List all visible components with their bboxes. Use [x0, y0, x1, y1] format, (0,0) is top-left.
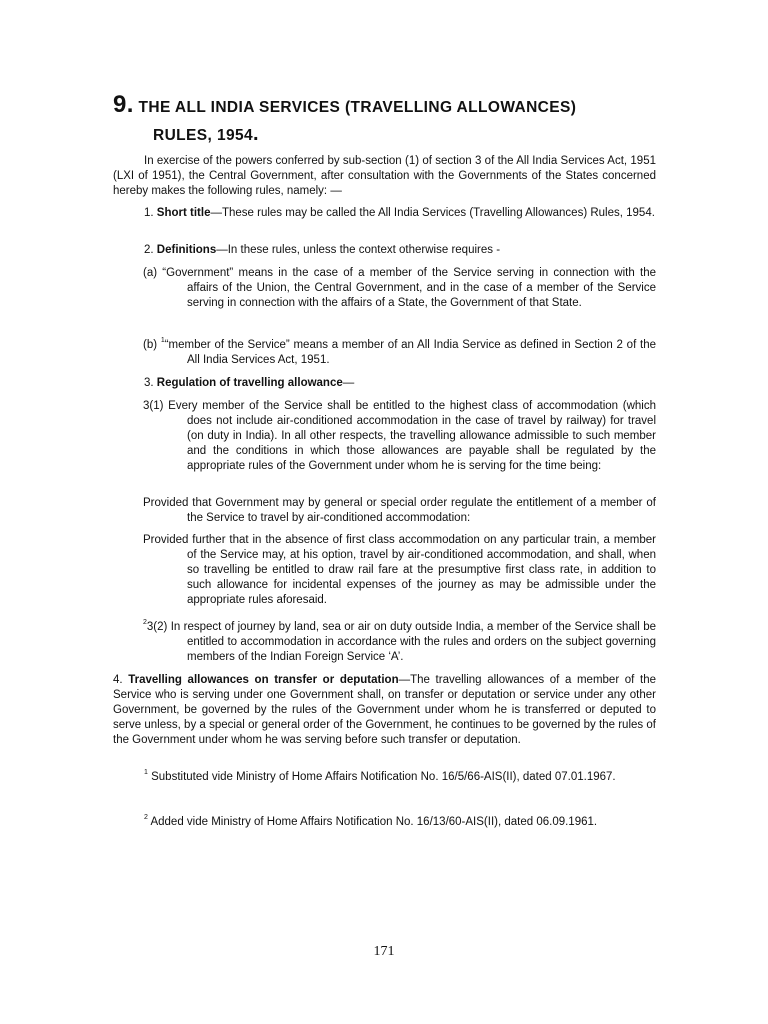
footnote-2 — [113, 815, 656, 830]
clause-a-text: (a) “Government” means in the case of a member of the Service serving in connection with the affairs of the Union, the Central Government, and in the case of a member of the Service serving in connection with the affairs of a State, the Government of that State. — [143, 267, 656, 309]
footnote-2-mark: 2 — [144, 814, 148, 821]
rule-3-dash: — — [342, 377, 355, 389]
rule-3-heading: Regulation of travelling allowance — [156, 377, 343, 389]
rule-2-text: —In these rules, unless the context otherwise requires - — [216, 244, 501, 256]
footnote-2-text: Added vide Ministry of Home Affairs Notification No. 16/13/60-AIS(II), dated 06.09.1961. — [150, 816, 598, 828]
rule-2-clause-b — [113, 338, 656, 368]
rule-3 — [113, 376, 656, 391]
rule-4-number: 4. — [113, 674, 123, 686]
rule-1-heading: Short title — [156, 207, 211, 219]
rule-3-number: 3. — [144, 377, 154, 389]
rule-1 — [113, 206, 656, 221]
document-title — [113, 92, 673, 149]
rule-2 — [113, 243, 656, 258]
rule-4 — [113, 673, 656, 748]
rule-4-text: —The travelling allowances of a member of the Service who is serving under one Government shall, on transfer or deputation or service under any other Government, be governed by the rules of the Government under whom he is transferred or deputed to serve unless, by a special or general order of the Government, he continues to be governed by the rules of the Government under whom he was serving before such transfer or deputation. — [113, 674, 656, 746]
rule-3-sub-1-text: 3(1) Every member of the Service shall be entitled to the highest class of accommodation (which does not include air-conditioned accommodation in the case of travel by railway) for travel (on duty in India). In all other respects, the travelling allowance admissible to such member and the conditions in which those allowances are payable shall be regulated by the appropriate rules of the Government under whom he is serving for the time being: — [143, 400, 656, 472]
rule-2-heading: Definitions — [156, 244, 217, 256]
proviso-2-text: Provided further that in the absence of first class accommodation on any particular train, a member of the Service may, at his option, travel by air-conditioned accommodation, and shall, when so travelling be entitled to draw rail fare at the presumptive first class rate, in addition to such allowance for incidental expenses of the journey as may be admissible under the appropriate rules aforesaid. — [143, 534, 656, 606]
footnote-ref-2: 2 — [143, 619, 147, 626]
footnote-1-mark: 1 — [144, 769, 148, 776]
title-number: 9. — [113, 91, 134, 118]
preamble-text: In exercise of the powers conferred by sub-section (1) of section 3 of the All India Services Act, 1951 (LXI of 1951), the Central Government, after consultation with the Governments of the States concerned hereby makes the following rules, namely: — — [113, 155, 656, 197]
rule-3-sub-2-text: 3(2) In respect of journey by land, sea or air on duty outside India, a member of the Service shall be entitled to accommodation in accordance with the rules and orders on the subject governing members of the Indian Foreign Service ‘A’. — [146, 621, 656, 663]
rule-3-proviso-1 — [113, 496, 656, 526]
title-dot: . — [253, 123, 259, 145]
rule-2-number: 2. — [144, 244, 154, 256]
rule-1-number: 1. — [144, 207, 154, 219]
footnote-1 — [113, 770, 656, 785]
rule-3-sub-1 — [113, 399, 656, 474]
rule-2-clause-a — [113, 266, 656, 311]
rule-1-text: —These rules may be called the All India Services (Travelling Allowances) Rules, 1954. — [210, 207, 655, 219]
rule-4-heading: Travelling allowances on transfer or deputation — [128, 674, 399, 686]
title-line-1: THE ALL INDIA SERVICES (TRAVELLING ALLOWANCES) — [138, 99, 577, 116]
rule-3-proviso-2 — [113, 533, 656, 608]
page-number: 171 — [373, 944, 395, 959]
clause-b-text: “member of the Service” means a member of an All India Service as defined in Section 2 of the All India Services Act, 1951. — [164, 339, 656, 366]
clause-b-label: (b) — [143, 339, 158, 351]
footnote-1-text: Substituted vide Ministry of Home Affairs Notification No. 16/5/66-AIS(II), dated 07.01.1967. — [151, 771, 616, 783]
footnote-ref-1: 1 — [160, 337, 165, 344]
preamble — [113, 154, 656, 199]
title-line-2-wrap — [113, 121, 673, 149]
rule-3-sub-2 — [113, 620, 656, 665]
proviso-1-text: Provided that Government may by general or special order regulate the entitlement of a member of the Service to travel by air-conditioned accommodation: — [143, 497, 656, 524]
title-line-2: RULES, 1954 — [153, 127, 254, 144]
